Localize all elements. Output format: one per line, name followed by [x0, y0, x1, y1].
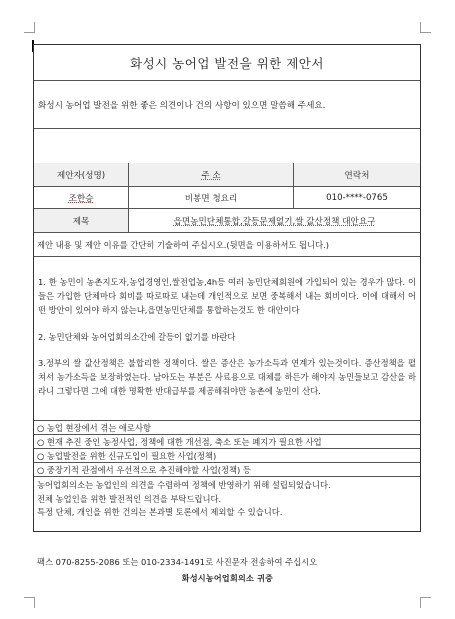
- crop-mark-bottom-right: [420, 597, 431, 608]
- form-title: 화성시 농어업 발전을 위한 제안서: [34, 45, 420, 81]
- guide-item: ○ 농업 현장에서 겪는 애로사항: [34, 421, 420, 435]
- proposal-paragraph-3: 3.정부의 쌀 값산정책은 불합리한 정책이다. 쌀은 증산은 농가소득과 연계가 있는것이다. 증산정책을 펼쳐서 농가소득을 보장하였는다. 남아도는 부분은 사료용으로 대체를 하든가 해야지 농민들보고 감산을 하라니 그렇다면 그에 대한 명확한 반대급부를 제공해줘야만 농촌에 농민이 산다.: [38, 357, 416, 397]
- proposer-name[interactable]: 조한승: [34, 187, 129, 208]
- crop-mark-top-right: [420, 22, 431, 33]
- closing-line: 농어업회의소는 농업인의 의견을 수렴하여 정책에 반영하기 위해 설립되었습니다.: [37, 480, 331, 490]
- header-contact: 연락처: [294, 163, 420, 186]
- closing-line: 전체 농업인을 위한 발전적인 의견을 부탁드립니다.: [37, 493, 222, 504]
- header-proposer: 제안자(성명): [34, 163, 129, 186]
- closing-notes: [34, 477, 420, 533]
- guide-item: ○ 농업발전을 위한 신규도입이 필요한 사업(정책): [34, 449, 420, 463]
- form-intro: 화성시 농어업 발전을 위한 좋은 의견이나 건의 사항이 있으면 말씀해 주세요.: [34, 81, 420, 129]
- footer-organization: 화성시농어업회의소 귀중: [181, 574, 274, 583]
- proposal-paragraph-2: 2. 농민단체와 농어업회의소간에 갈등이 없기를 바란다: [38, 331, 236, 342]
- subject-row: [34, 209, 420, 233]
- guide-item: ○ 현재 추진 중인 농정사업, 정책에 대한 개선점, 축소 또는 폐지가 필요한 사업: [34, 435, 420, 449]
- crop-mark-bottom-left: [24, 597, 35, 608]
- footer-contact: 팩스 070-8255-2086 또는 010-2334-1491로 사진문자 전송하여 주십시오: [37, 557, 318, 567]
- crop-mark-top-left: [24, 22, 35, 33]
- proposal-paragraph-1: 1. 한 농민이 농촌지도자,농업경영인,쌀전업농,4h등 여러 농민단체회원에 가입되어 있는 경우가 많다. 이들은 가입한 단체마다 회비를 따로따로 내는데 개인적으로 보면 중복해서 내는 회비이다. 이에 대해서 어떤 방안이 있어야 하지 않는냐,읍면농민단체를 통합하는것도 한 대안이다: [38, 277, 416, 316]
- values-row: [34, 187, 420, 209]
- header-address: 주 소: [129, 163, 294, 186]
- proposer-address[interactable]: 비봉면 청요리: [129, 187, 294, 208]
- proposal-content[interactable]: [34, 257, 420, 421]
- proposer-contact[interactable]: 010-****-0765: [326, 192, 388, 203]
- closing-line: 특정 단체, 개인을 위한 건의는 본과별 토론에서 제외할 수 있습니다.: [37, 507, 283, 517]
- instruction-text: 제안 내용 및 제안 이유를 간단히 기술하여 주십시오.(뒷면을 이용하셔도 됩니다.): [34, 233, 420, 257]
- guide-item: ○ 중장기적 관점에서 우선적으로 추진해야할 사업(정책) 등: [34, 463, 420, 477]
- subject-field[interactable]: 읍면농민단체통합,갈등문제없기,쌀 값산정책 대안요구: [173, 216, 376, 227]
- proposal-form: [33, 44, 421, 532]
- header-row: [34, 163, 420, 187]
- subject-label: 제목: [34, 209, 129, 232]
